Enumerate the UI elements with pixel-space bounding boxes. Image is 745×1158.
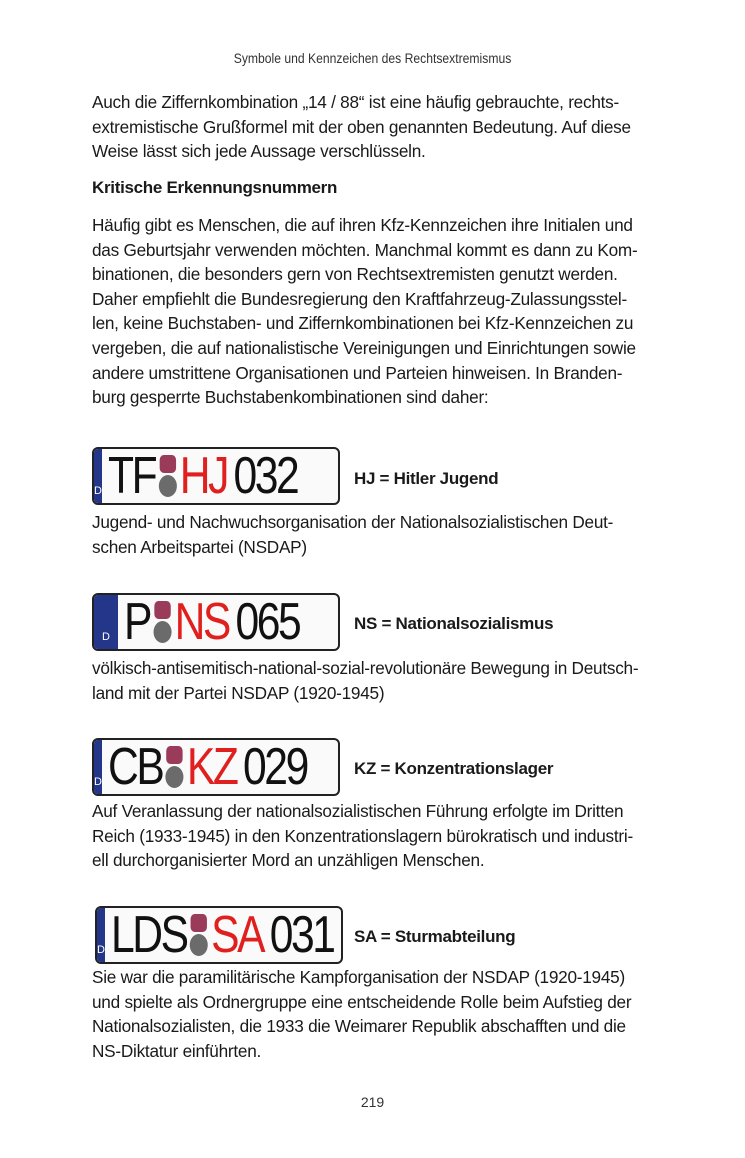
text-line: Auf Veranlassung der nationalsozialistischen Führung erfolgte im Dritten	[92, 801, 624, 821]
text-line: Weise lässt sich jede Aussage verschlüsseln.	[92, 141, 426, 162]
plate-description	[92, 510, 650, 559]
plate-number: 065	[235, 593, 300, 651]
text-line: extremistische Grußformel mit der oben genannten Bedeutung. Auf diese	[92, 116, 631, 137]
plate-city: LDS	[110, 906, 187, 964]
page-number: 219	[360, 1094, 385, 1110]
text-line: ell durchorganisierter Mord an unzähligen Menschen.	[92, 850, 485, 871]
plate-letters: SA	[211, 906, 264, 964]
text-line: Häufig gibt es Menschen, die auf ihren Kfz-Kennzeichen ihre Initialen und	[92, 215, 633, 235]
seal-icon	[190, 914, 208, 956]
text-line: und spielte als Ordnergruppe eine entscheidende Rolle beim Aufstieg der	[92, 991, 632, 1012]
license-plate-sa	[95, 906, 343, 964]
plate-label: HJ = Hitler Jugend	[354, 469, 499, 488]
license-plate-kz	[92, 738, 340, 796]
plate-letters: HJ	[179, 447, 227, 505]
seal-icon	[153, 601, 171, 643]
eu-band: D	[97, 908, 105, 962]
seal-icon	[166, 746, 184, 788]
text-line: Nationalsozialisten, die 1933 die Weimarer Republik abschafften und die	[92, 1016, 626, 1037]
seal-icon	[158, 455, 176, 497]
text-line: binationen, die besonders gern von Rechtsextremisten genutzt werden.	[92, 264, 618, 285]
plate-city: TF	[107, 447, 156, 505]
text-line: andere umstrittene Organisationen und Parteien hinweisen. In Branden-	[92, 362, 623, 383]
section-paragraph	[92, 213, 650, 410]
text-line: vergeben, die auf nationalistische Vereinigungen und Einrichtungen sowie	[92, 337, 636, 358]
section-heading: Kritische Erkennungsnummern	[92, 178, 338, 197]
plate-description	[92, 656, 650, 705]
eu-band: D	[94, 449, 102, 503]
text-line: len, keine Buchstaben- und Ziffernkombinationen bei Kfz-Kennzeichen zu	[92, 313, 634, 334]
plate-number: 029	[243, 738, 307, 796]
plate-label: NS = Nationalsozialismus	[354, 614, 554, 633]
text-line: Sie war die paramilitärische Kampforganisation der NSDAP (1920-1945)	[92, 967, 625, 987]
plate-description	[92, 799, 650, 873]
plate-label: SA = Sturmabteilung	[354, 927, 516, 946]
text-line: das Geburtsjahr verwenden möchten. Manchmal kommt es dann zu Kom-	[92, 239, 638, 260]
eu-band: D	[94, 740, 102, 794]
eu-band: D	[94, 595, 118, 649]
intro-paragraph	[92, 90, 650, 164]
license-plate-hj	[92, 447, 340, 505]
text-line: NS-Diktatur einführten.	[92, 1040, 262, 1061]
plate-city: P	[124, 593, 150, 651]
text-line: Reich (1933-1945) in den Konzentrationslagern bürokratisch und industri-	[92, 825, 633, 846]
plate-number: 031	[269, 906, 334, 964]
text-line: schen Arbeitspartei (NSDAP)	[92, 536, 307, 557]
license-plate-ns	[92, 593, 340, 651]
running-header: Symbole und Kennzeichen des Rechtsextremismus	[233, 51, 512, 66]
text-line: völkisch-antisemitisch-national-sozial-revolutionäre Bewegung in Deutsch-	[92, 658, 639, 678]
plate-city: CB	[107, 738, 163, 796]
plate-label: KZ = Konzentrationslager	[354, 759, 554, 778]
text-line: burg gesperrte Buchstabenkombinationen sind daher:	[92, 387, 489, 408]
text-line: Jugend- und Nachwuchsorganisation der Nationalsozialistischen Deut-	[92, 512, 614, 532]
plate-number: 032	[233, 447, 298, 505]
text-line: Auch die Ziffernkombination „14 / 88“ ist eine häufig gebrauchte, rechts-	[92, 92, 619, 112]
plate-description	[92, 965, 650, 1063]
text-line: Daher empfiehlt die Bundesregierung den Kraftfahrzeug-Zulassungsstel-	[92, 288, 627, 309]
plate-letters: NS	[174, 593, 229, 651]
text-line: land mit der Partei NSDAP (1920-1945)	[92, 682, 385, 703]
plate-letters: KZ	[186, 738, 237, 796]
